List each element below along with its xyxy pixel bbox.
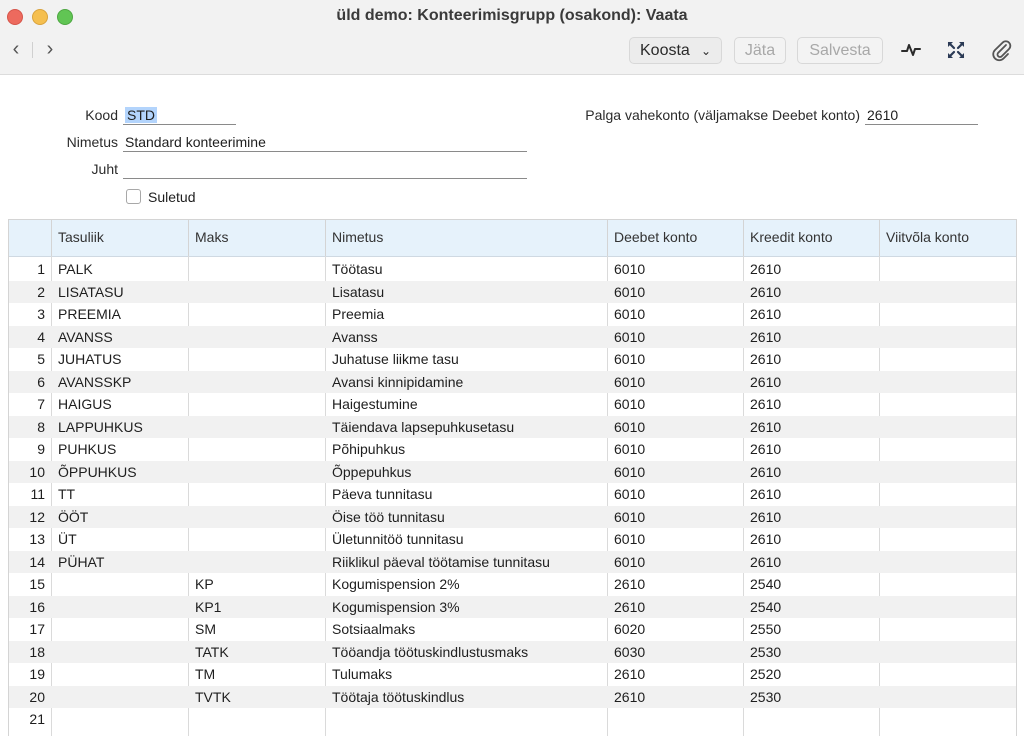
- cell-deebet-konto[interactable]: 6020: [614, 621, 646, 637]
- expand-icon[interactable]: [944, 38, 968, 62]
- cell-maks[interactable]: [189, 303, 325, 326]
- cell-viitvola-konto[interactable]: [880, 348, 1017, 371]
- cell-viitvola-konto[interactable]: [880, 528, 1017, 551]
- cell-maks[interactable]: [189, 281, 325, 304]
- cell-tasuliik[interactable]: PÜHAT: [58, 553, 105, 570]
- koosta-button[interactable]: [629, 37, 722, 64]
- row-number: 4: [37, 328, 45, 345]
- kood-value: STD: [127, 107, 155, 123]
- cell-nimetus[interactable]: Töötaja töötuskindlus: [332, 688, 465, 705]
- cell-deebet-konto[interactable]: 2610: [614, 666, 646, 682]
- cell-kreedit-konto[interactable]: 2610: [750, 486, 782, 502]
- cell-viitvola-konto[interactable]: [880, 663, 1017, 686]
- cell-viitvola-konto[interactable]: [880, 303, 1017, 326]
- cell-nimetus[interactable]: Juhatuse liikme tasu: [332, 351, 459, 367]
- cell-viitvola-konto[interactable]: [880, 483, 1017, 506]
- cell-deebet-konto[interactable]: 6030: [614, 643, 646, 660]
- cell-nimetus[interactable]: Riiklikul päeval töötamise tunnitasu: [332, 553, 550, 570]
- cell-kreedit-konto[interactable]: 2610: [750, 441, 782, 457]
- cell-viitvola-konto[interactable]: [880, 438, 1017, 461]
- cell-nimetus[interactable]: Kogumispension 3%: [332, 598, 460, 615]
- cell-kreedit-konto[interactable]: 2540: [750, 598, 782, 615]
- cell-viitvola-konto[interactable]: [880, 573, 1017, 596]
- cell-tasuliik[interactable]: AVANSS: [58, 328, 113, 345]
- table-row[interactable]: [9, 708, 1017, 731]
- col-header-kreedit-konto[interactable]: Kreedit konto: [743, 220, 880, 256]
- row-number: 21: [29, 711, 45, 727]
- cell-tasuliik[interactable]: AVANSSKP: [58, 373, 132, 390]
- cell-tasuliik[interactable]: LISATASU: [58, 283, 124, 300]
- cell-deebet-konto[interactable]: 6010: [614, 418, 646, 435]
- window-title: üld demo: Konteerimisgrupp (osakond): Vaata: [336, 7, 688, 24]
- cell-tasuliik[interactable]: PALK: [58, 261, 93, 277]
- cell-kreedit-konto[interactable]: 2610: [750, 508, 782, 525]
- cell-deebet-konto[interactable]: 6010: [614, 486, 646, 502]
- cell-nimetus[interactable]: Sotsiaalmaks: [332, 621, 416, 637]
- cell-tasuliik[interactable]: ÜT: [58, 531, 77, 547]
- table-row[interactable]: [9, 326, 1017, 349]
- cell-tasuliik[interactable]: JUHATUS: [58, 351, 122, 367]
- cell-viitvola-konto[interactable]: [880, 686, 1017, 709]
- col-header-maks[interactable]: Maks: [188, 220, 325, 256]
- row-number: 17: [29, 621, 45, 637]
- juht-label: Juht: [91, 161, 118, 177]
- table-row[interactable]: [9, 281, 1017, 304]
- row-number: 18: [29, 643, 45, 660]
- cell-nimetus[interactable]: Preemia: [332, 306, 385, 322]
- cell-tasuliik[interactable]: [52, 618, 188, 641]
- cell-tasuliik[interactable]: PUHKUS: [58, 441, 117, 457]
- cell-deebet-konto[interactable]: 6010: [614, 306, 646, 322]
- nimetus-label: Nimetus: [66, 134, 118, 150]
- cell-nimetus[interactable]: Avansi kinnipidamine: [332, 373, 464, 390]
- cell-kreedit-konto[interactable]: 2610: [750, 306, 782, 322]
- salvesta-button[interactable]: Salvesta: [797, 37, 883, 64]
- cell-nimetus[interactable]: [326, 708, 607, 731]
- cell-deebet-konto[interactable]: [608, 708, 743, 731]
- palga-vahekonto-field[interactable]: 2610: [865, 106, 978, 125]
- nav-divider: [32, 42, 33, 58]
- cell-deebet-konto[interactable]: 6010: [614, 396, 646, 412]
- table-row[interactable]: [9, 641, 1017, 664]
- title-bar: [0, 0, 1024, 75]
- cell-kreedit-konto[interactable]: 2550: [750, 621, 782, 637]
- cell-maks[interactable]: [189, 416, 325, 439]
- cell-maks[interactable]: KP1: [195, 598, 222, 615]
- cell-nimetus[interactable]: Õppepuhkus: [332, 463, 412, 480]
- cell-kreedit-konto[interactable]: [744, 708, 879, 731]
- cell-maks[interactable]: [189, 438, 325, 461]
- cell-viitvola-konto[interactable]: [880, 371, 1017, 394]
- cell-tasuliik[interactable]: HAIGUS: [58, 396, 112, 412]
- paperclip-icon[interactable]: [989, 38, 1013, 62]
- nimetus-field[interactable]: Standard konteerimine: [123, 133, 527, 152]
- cell-deebet-konto[interactable]: 6010: [614, 283, 646, 300]
- row-number: 8: [37, 418, 45, 435]
- cell-tasuliik[interactable]: TT: [58, 486, 76, 502]
- table-row[interactable]: [9, 596, 1017, 619]
- cell-viitvola-konto[interactable]: [880, 596, 1017, 619]
- cell-kreedit-konto[interactable]: 2530: [750, 643, 782, 660]
- cell-deebet-konto[interactable]: 6010: [614, 553, 646, 570]
- cell-viitvola-konto[interactable]: [880, 506, 1017, 529]
- cell-maks[interactable]: [189, 393, 325, 416]
- table-row[interactable]: [9, 506, 1017, 529]
- row-number: 2: [37, 283, 45, 300]
- row-number: 12: [29, 508, 45, 525]
- palga-vahekonto-label: Palga vahekonto (väljamakse Deebet konto): [585, 107, 860, 123]
- cell-viitvola-konto[interactable]: [880, 708, 1017, 731]
- row-number: 14: [29, 553, 45, 570]
- table-row[interactable]: [9, 371, 1017, 394]
- cell-deebet-konto[interactable]: 2610: [614, 598, 646, 615]
- row-number: 20: [29, 688, 45, 705]
- cell-kreedit-konto[interactable]: 2610: [750, 418, 782, 435]
- cell-maks[interactable]: [189, 326, 325, 349]
- cell-kreedit-konto[interactable]: 2610: [750, 373, 782, 390]
- cell-nimetus[interactable]: Kogumispension 2%: [332, 576, 460, 592]
- cell-deebet-konto[interactable]: 6010: [614, 463, 646, 480]
- cell-tasuliik[interactable]: [52, 641, 188, 664]
- cell-tasuliik[interactable]: ÕPPUHKUS: [58, 463, 137, 480]
- table-header: [9, 220, 1017, 257]
- cell-tasuliik[interactable]: PREEMIA: [58, 306, 122, 322]
- suletud-checkbox[interactable]: [126, 189, 141, 204]
- cell-viitvola-konto[interactable]: [880, 618, 1017, 641]
- cell-maks[interactable]: [189, 551, 325, 574]
- cell-viitvola-konto[interactable]: [880, 326, 1017, 349]
- col-header-deebet-konto[interactable]: Deebet konto: [607, 220, 744, 256]
- col-header-nimetus[interactable]: Nimetus: [325, 220, 608, 256]
- cell-maks[interactable]: TM: [195, 666, 216, 682]
- row-number: 1: [37, 261, 45, 277]
- row-number: 11: [30, 486, 45, 502]
- chevron-down-icon: ⌄: [700, 44, 711, 58]
- cell-kreedit-konto[interactable]: 2610: [750, 261, 782, 277]
- cell-kreedit-konto[interactable]: 2610: [750, 553, 782, 570]
- cell-viitvola-konto[interactable]: [880, 641, 1017, 664]
- cell-deebet-konto[interactable]: 6010: [614, 531, 646, 547]
- row-number: 9: [37, 441, 45, 457]
- row-number: 19: [29, 666, 45, 682]
- cell-deebet-konto[interactable]: 6010: [614, 508, 646, 525]
- koosta-label: Koosta: [640, 42, 690, 59]
- cell-nimetus[interactable]: Lisatasu: [332, 283, 385, 300]
- cell-maks[interactable]: KP: [195, 576, 214, 592]
- cell-deebet-konto[interactable]: 2610: [614, 688, 646, 705]
- table-row[interactable]: [9, 618, 1017, 641]
- row-number: 6: [37, 373, 45, 390]
- cell-maks[interactable]: [189, 483, 325, 506]
- row-number: 7: [37, 396, 45, 412]
- row-number: 15: [29, 576, 45, 592]
- table-row[interactable]: [9, 461, 1017, 484]
- cell-viitvola-konto[interactable]: [880, 551, 1017, 574]
- cell-maks[interactable]: [189, 348, 325, 371]
- row-number: 5: [37, 351, 45, 367]
- cell-deebet-konto[interactable]: 6010: [614, 261, 646, 277]
- cell-viitvola-konto[interactable]: [880, 258, 1017, 281]
- cell-tasuliik[interactable]: [52, 663, 188, 686]
- cell-nimetus[interactable]: Täiendava lapsepuhkusetasu: [332, 418, 515, 435]
- cell-nimetus[interactable]: Ületunnitöö tunnitasu: [332, 531, 464, 547]
- cell-maks[interactable]: [189, 371, 325, 394]
- row-number: 13: [29, 531, 45, 547]
- cell-kreedit-konto[interactable]: 2520: [750, 666, 782, 682]
- cell-tasuliik[interactable]: [52, 596, 188, 619]
- cell-deebet-konto[interactable]: 2610: [614, 576, 646, 592]
- cell-tasuliik[interactable]: [52, 686, 188, 709]
- row-number: 10: [29, 463, 45, 480]
- table-row[interactable]: [9, 686, 1017, 709]
- cell-viitvola-konto[interactable]: [880, 416, 1017, 439]
- table-row[interactable]: [9, 303, 1017, 326]
- chevron-left-icon[interactable]: ‹: [12, 38, 20, 60]
- table-row[interactable]: [9, 258, 1017, 281]
- table-row[interactable]: [9, 573, 1017, 596]
- cell-kreedit-konto[interactable]: 2530: [750, 688, 782, 705]
- table-row[interactable]: [9, 393, 1017, 416]
- col-header-tasuliik[interactable]: Tasuliik: [51, 220, 190, 256]
- cell-deebet-konto[interactable]: 6010: [614, 373, 646, 390]
- table-row[interactable]: [9, 663, 1017, 686]
- suletud-label: Suletud: [148, 189, 196, 205]
- cell-tasuliik[interactable]: [52, 708, 188, 731]
- juht-field[interactable]: [123, 160, 527, 179]
- cell-maks[interactable]: [189, 708, 325, 731]
- cell-maks[interactable]: [189, 258, 325, 281]
- chevron-right-icon[interactable]: ›: [46, 38, 54, 60]
- cell-nimetus[interactable]: Tööandja töötuskindlustusmaks: [332, 643, 529, 660]
- cell-nimetus[interactable]: Tulumaks: [332, 666, 393, 682]
- table-row[interactable]: [9, 551, 1017, 574]
- table-row[interactable]: [9, 348, 1017, 371]
- cell-viitvola-konto[interactable]: [880, 461, 1017, 484]
- activity-icon[interactable]: [899, 38, 923, 62]
- table-row[interactable]: [9, 528, 1017, 551]
- cell-viitvola-konto[interactable]: [880, 393, 1017, 416]
- cell-nimetus[interactable]: Haigestumine: [332, 396, 418, 412]
- kood-field[interactable]: [123, 106, 236, 125]
- cell-maks[interactable]: [189, 461, 325, 484]
- cell-deebet-konto[interactable]: 6010: [614, 328, 646, 345]
- row-number: 16: [29, 598, 45, 615]
- cell-deebet-konto[interactable]: 6010: [614, 351, 646, 367]
- col-header-viitvola-konto[interactable]: Viitvõla konto: [879, 220, 1017, 256]
- cell-maks[interactable]: [189, 528, 325, 551]
- table-row[interactable]: [9, 438, 1017, 461]
- cell-nimetus[interactable]: Töötasu: [332, 261, 383, 277]
- cell-tasuliik[interactable]: [52, 573, 188, 596]
- cell-deebet-konto[interactable]: 6010: [614, 441, 646, 457]
- table-row[interactable]: [9, 483, 1017, 506]
- table-row[interactable]: [9, 416, 1017, 439]
- cell-kreedit-konto[interactable]: 2610: [750, 283, 782, 300]
- table-body: [9, 258, 1017, 731]
- cell-nimetus[interactable]: Avanss: [332, 328, 378, 345]
- cell-kreedit-konto[interactable]: 2540: [750, 576, 782, 592]
- cell-viitvola-konto[interactable]: [880, 281, 1017, 304]
- cell-tasuliik[interactable]: ÖÖT: [58, 508, 89, 525]
- cell-maks[interactable]: TATK: [195, 643, 229, 660]
- row-number: 3: [37, 306, 45, 322]
- cell-maks[interactable]: TVTK: [195, 688, 231, 705]
- cell-kreedit-konto[interactable]: 2610: [750, 463, 782, 480]
- cell-nimetus[interactable]: Põhipuhkus: [332, 441, 406, 457]
- cell-nimetus[interactable]: Päeva tunnitasu: [332, 486, 433, 502]
- cell-kreedit-konto[interactable]: 2610: [750, 531, 782, 547]
- cell-maks[interactable]: SM: [195, 621, 216, 637]
- cell-tasuliik[interactable]: LAPPUHKUS: [58, 418, 143, 435]
- cell-kreedit-konto[interactable]: 2610: [750, 396, 782, 412]
- cell-kreedit-konto[interactable]: 2610: [750, 328, 782, 345]
- cell-nimetus[interactable]: Öise töö tunnitasu: [332, 508, 445, 525]
- jata-button[interactable]: Jäta: [734, 37, 786, 64]
- konteerimine-table: [8, 219, 1017, 736]
- cell-kreedit-konto[interactable]: 2610: [750, 351, 782, 367]
- cell-maks[interactable]: [189, 506, 325, 529]
- kood-label: Kood: [85, 107, 118, 123]
